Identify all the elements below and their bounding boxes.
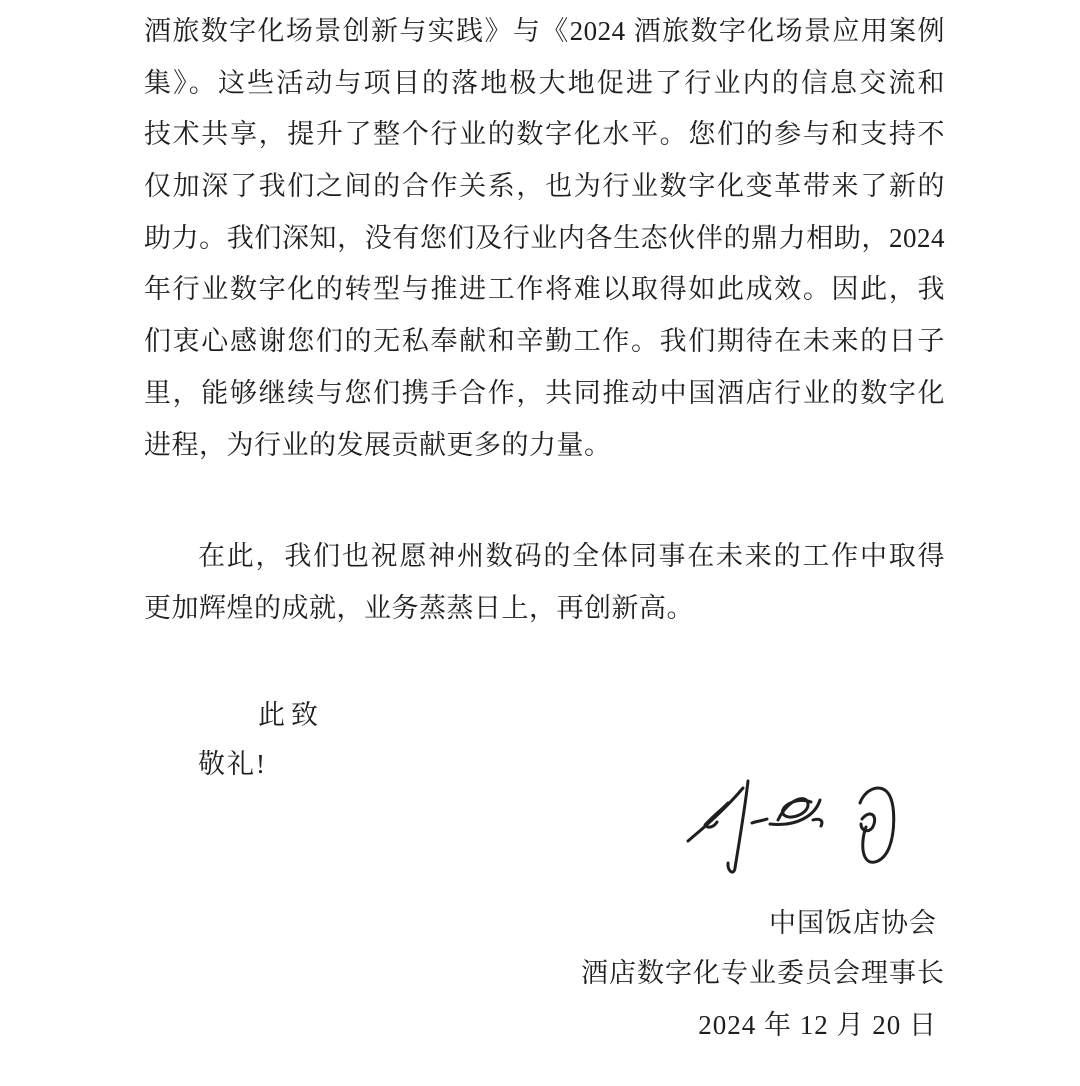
handwritten-signature <box>650 763 900 888</box>
body-line: 在此，我们也祝愿神州数码的全体同事在未来的工作中取得 <box>198 541 945 571</box>
footer-title: 酒店数字化专业委员会理事长 <box>581 958 945 988</box>
closing-salute-cizhi: 此致 <box>258 700 324 730</box>
paragraph-1 <box>144 6 945 471</box>
signature-strokes-icon <box>650 763 900 888</box>
body-line: 进程，为行业的发展贡献更多的力量。 <box>144 429 612 460</box>
body-line: 们衷心感谢您们的无私奉献和辛勤工作。我们期待在未来的日子 <box>144 326 945 357</box>
body-line: 酒旅数字化场景创新与实践》与《2024 酒旅数字化场景应用案例 <box>144 16 945 46</box>
footer-organization: 中国饭店协会 <box>769 908 937 938</box>
body-line: 年行业数字化的转型与推进工作将难以取得如此成效。因此，我 <box>144 274 945 305</box>
paragraph-2 <box>144 531 945 634</box>
footer-date: 2024 年 12 月 20 日 <box>698 1010 937 1040</box>
body-line: 集》。这些活动与项目的落地极大地促进了行业内的信息交流和 <box>144 67 945 98</box>
body-line: 更加辉煌的成就，业务蒸蒸日上，再创新高。 <box>144 592 694 623</box>
body-line: 里，能够继续与您们携手合作，共同推动中国酒店行业的数字化 <box>144 377 945 408</box>
body-line: 仅加深了我们之间的合作关系，也为行业数字化变革带来了新的 <box>144 171 945 202</box>
closing-salute-jingli: 敬礼! <box>198 749 267 779</box>
body-line: 助力。我们深知，没有您们及行业内各生态伙伴的鼎力相助，2024 <box>144 222 945 253</box>
body-line: 技术共享，提升了整个行业的数字化水平。您们的参与和支持不 <box>144 119 945 150</box>
